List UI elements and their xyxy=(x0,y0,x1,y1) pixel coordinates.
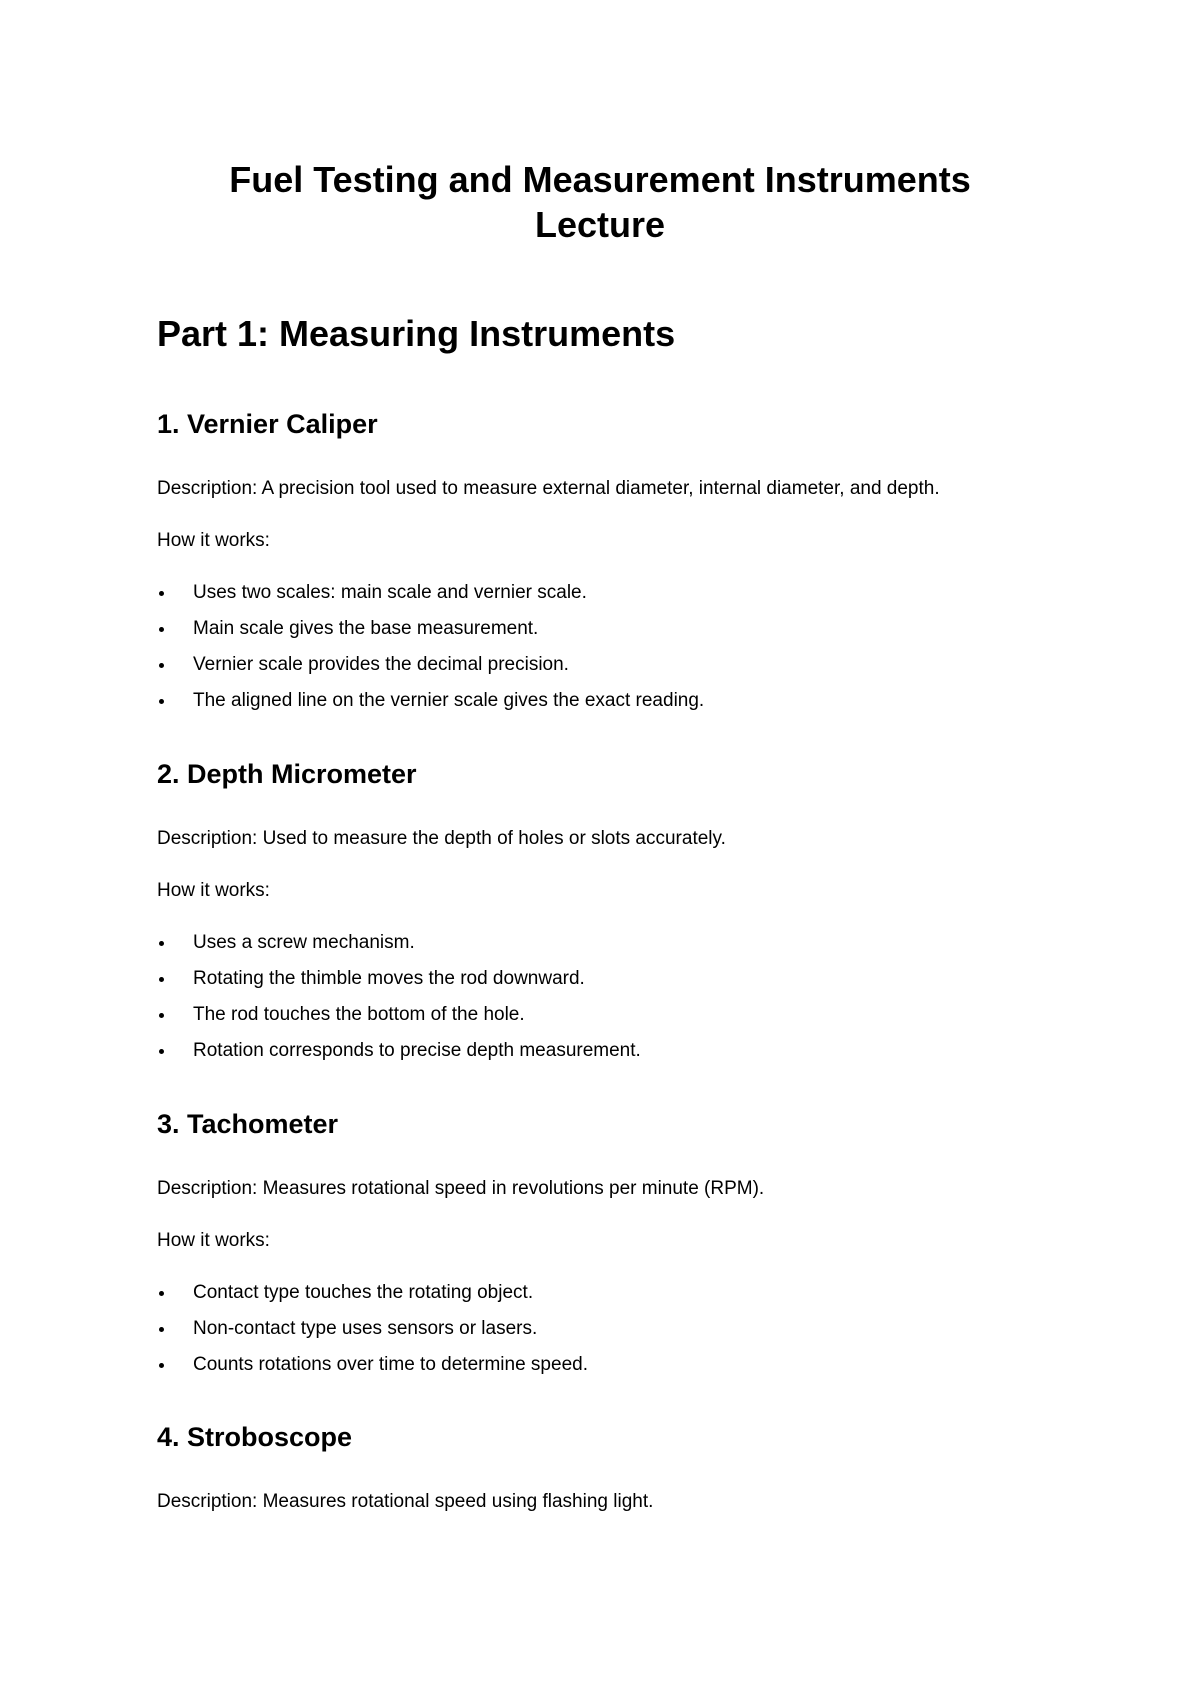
bullet-icon xyxy=(159,1327,164,1332)
list-item xyxy=(157,1317,1057,1341)
title-line-2: Lecture xyxy=(534,204,666,245)
list-item-text: Contact type touches the rotating object. xyxy=(193,1282,534,1303)
bullet-icon xyxy=(159,1013,164,1018)
list-item xyxy=(157,689,1057,713)
bullet-icon xyxy=(159,699,164,704)
list-item xyxy=(157,1281,1057,1305)
list-item-text: Vernier scale provides the decimal precision. xyxy=(193,654,569,675)
list-item xyxy=(157,653,1057,677)
section-description: Description: Used to measure the depth of holes or slots accurately. xyxy=(157,828,726,849)
bullet-icon xyxy=(159,627,164,632)
list-item-text: Non-contact type uses sensors or lasers. xyxy=(193,1318,538,1339)
list-item-text: Uses a screw mechanism. xyxy=(193,932,415,953)
section-description: Description: A precision tool used to measure external diameter, internal diameter, and depth. xyxy=(157,478,940,499)
list-item xyxy=(157,1003,1057,1027)
list-item-text: Main scale gives the base measurement. xyxy=(193,618,539,639)
list-item xyxy=(157,967,1057,991)
section-stroboscope xyxy=(157,1420,1057,1514)
section-heading: 1. Vernier Caliper xyxy=(157,409,378,439)
list-item-text: The aligned line on the vernier scale gives the exact reading. xyxy=(193,690,705,711)
section-description: Description: Measures rotational speed in revolutions per minute (RPM). xyxy=(157,1178,765,1199)
bullet-icon xyxy=(159,591,164,596)
bullet-icon xyxy=(159,977,164,982)
list-item xyxy=(157,1039,1057,1063)
list-item-text: The rod touches the bottom of the hole. xyxy=(193,1004,525,1025)
list-item xyxy=(157,1353,1057,1377)
section-heading: 4. Stroboscope xyxy=(157,1422,353,1452)
part-heading: Part 1: Measuring Instruments xyxy=(157,313,676,354)
how-it-works-label: How it works: xyxy=(157,530,270,551)
how-it-works-label: How it works: xyxy=(157,880,270,901)
bullet-list xyxy=(157,931,1057,1063)
bullet-list xyxy=(157,581,1057,713)
list-item xyxy=(157,617,1057,641)
list-item-text: Uses two scales: main scale and vernier scale. xyxy=(193,582,587,603)
section-depth-micrometer xyxy=(157,757,1057,1075)
bullet-icon xyxy=(159,663,164,668)
title-line-1: Fuel Testing and Measurement Instruments xyxy=(229,159,971,200)
section-tachometer xyxy=(157,1107,1057,1389)
list-item-text: Counts rotations over time to determine speed. xyxy=(193,1354,588,1375)
list-item xyxy=(157,931,1057,955)
bullet-list xyxy=(157,1281,1057,1377)
how-it-works-label: How it works: xyxy=(157,1230,270,1251)
section-heading: 3. Tachometer xyxy=(157,1109,339,1139)
list-item-text: Rotation corresponds to precise depth measurement. xyxy=(193,1040,641,1061)
bullet-icon xyxy=(159,1363,164,1368)
list-item-text: Rotating the thimble moves the rod downward. xyxy=(193,968,585,989)
section-heading: 2. Depth Micrometer xyxy=(157,759,417,789)
section-description: Description: Measures rotational speed using flashing light. xyxy=(157,1491,654,1512)
list-item xyxy=(157,581,1057,605)
bullet-icon xyxy=(159,1291,164,1296)
bullet-icon xyxy=(159,1049,164,1054)
section-vernier-caliper xyxy=(157,407,1057,725)
bullet-icon xyxy=(159,941,164,946)
document-title xyxy=(0,157,1200,247)
